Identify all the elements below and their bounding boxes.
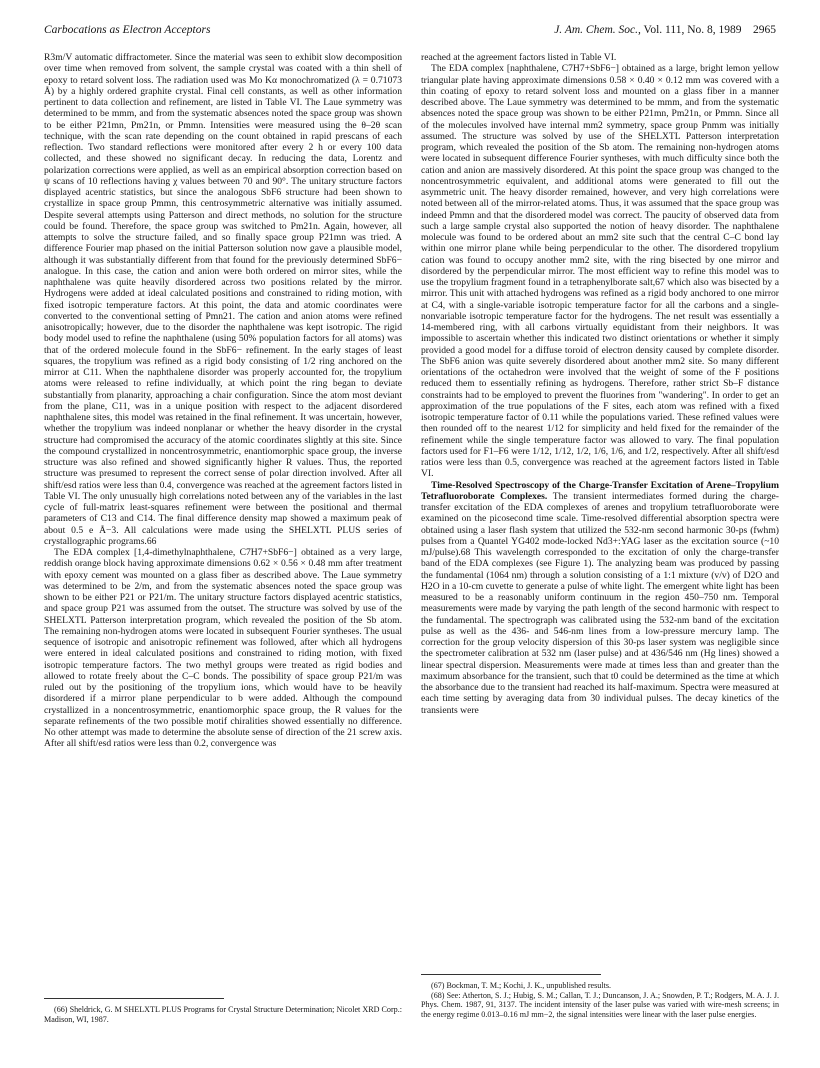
- page-number: 2965: [753, 24, 776, 36]
- right-column: [421, 52, 779, 716]
- footnotes-right: [421, 974, 779, 1019]
- running-title: Carbocations as Electron Acceptors: [44, 24, 211, 36]
- footnotes-left: [44, 998, 402, 1024]
- left-column: [44, 52, 402, 750]
- spectroscopy-body: The transient intermediates formed during the charge-transfer excitation of the EDA complexes of arenes and tropylium tetrafluoroborate were examined on the picosecond time scale. Time-resolved differential absorption spectra were obtained using a laser flash system that utilized the 532-nm second harmonic 30-ps (fwhm) pulses from a Quantel YG402 mode-locked Nd3+:YAG laser as the excitation source (~10 mJ/pulse).68 This wavelength corresponded to the excitation of only the charge-transfer band of the EDA complexes (see Figure 1). The analyzing beam was produced by passing the fundamental (1064 nm) through a solution consisting of a 1:1 mixture (v/v) of D2O and H2O in a 10-cm cuvette to generate a pulse of white light. The emergent white light has been measured to be a reasonably uniform continuum in the region 450–750 nm. Temporal measurements were made by varying the path length of the second harmonic with respect to the fundamental. The spectrograph was calibrated using the 532-nm band of the excitation pulse as well as the 436- and 546-nm lines from a low-pressure mercury lamp. The correction for the group velocity dispersion of this 30-ps laser system was negligible since the spectrometer calibration at 532 nm (laser pulse) and at 436/546 nm (Hg lines) showed a linear spectral dispersion. Measurements were made at times less than and greater than the maximum absorbance for the transient, such that t0 could be determined as the time at which the absorbance due to the transient had reached its half-maximum. Spectra were measured at each time setting by averaging data from 30 individual pulses. The decay kinetics of the transients were: [421, 490, 779, 716]
- footnote-66: (66) Sheldrick, G. M SHELXTL PLUS Programs for Crystal Structure Determination; Nicolet XRD Corp.: Madison, WI, 1987.: [44, 1005, 402, 1024]
- spectroscopy-paragraph: [421, 480, 779, 716]
- crystallography-paragraph-continued: reached at the agreement factors listed in Table VI.: [421, 52, 617, 63]
- footnote-68: (68) See: Atherton, S. J.; Hubig, S. M.; Callan, T. J.; Duncanson, J. A.; Snowden, P. T.; Rodgers, M. A. J. J. Phys. Chem. 1987, 91, 3137. The incident intensity of the laser pulse was varied with wire-mesh screens; in the energy regime 0.013–0.16 mJ mm−2, the signal intensities were linear with the laser pulse energies.: [421, 990, 779, 1019]
- footnote-rule: [421, 974, 601, 975]
- footnote-rule: [44, 998, 224, 999]
- footnote-67: (67) Bockman, T. M.; Kochi, J. K., unpublished results.: [431, 981, 611, 990]
- journal-citation: [554, 24, 776, 36]
- crystallography-paragraph-2: The EDA complex [1,4-dimethylnaphthalene, C7H7+SbF6−] obtained as a very large, reddish orange block having approximate dimensions 0.62 × 0.56 × 0.48 mm after treatment with epoxy cement was mounted on a glass fiber as described above. The Laue symmetry was determined to be 2/m, and from the systematic absences noted the space group was shown to be either P21 or P21/m. The unitary structure factors displayed acentric statistics, and space group P21 was assumed from the outset. The structure was solved by use of the SHELXTL Patterson interpretation program, which revealed the position of the Sb atom. The remaining non-hydrogen atoms were located in subsequent Fourier syntheses. The usual sequence of isotropic and anisotropic refinement was followed, after which all hydrogens were entered in ideal calculated positions and constrained to riding motion, with fixed isotropic temperature factors. The two methyl groups were treated as rigid bodies and allowed to rotate freely about the C–C bonds. The possibility of space group P21/m was ruled out by the positioning of the tropylium ions, which would have to be heavily disordered if a mirror plane perpendicular to b were added. Although the compound crystallized in a noncentrosymmetric, enantiomorphic space group, the R values for the separate refinements of the two possible motif chiralities showed essentially no difference. No other attempt was made to determine the absolute sense of direction of the 21 screw axis. After all shift/esd ratios were less than 0.2, convergence was: [44, 547, 402, 750]
- crystallography-paragraph-3: The EDA complex [naphthalene, C7H7+SbF6−] obtained as a large, bright lemon yellow triangular plate having approximate dimensions 0.58 × 0.40 × 0.12 mm was covered with a thin coating of epoxy to retard solvent loss and mounted on a glass fiber in a manner described above. The Laue symmetry was determined to be mmm, and from the systematic absences noted the space group was shown to be either P21mn, Pm21n, or Pmmn. Since all of the molecules involved have internal mm2 symmetry, space group Pnmm was initially assumed. The structure was solved by use of the SHELXTL Patterson interpretation program, which revealed the position of the Sb atom. The remaining non-hydrogen atoms were located in subsequent difference Fourier syntheses, with much difficulty since both the cation and anion are massively disordered. At this point the space group was changed to the noncentrosymmetric equivalent, and additional atoms were generated to fill out the asymmetric unit. The heavy disorder remained, however, and very high correlations were noted between all of the mirror-related atoms. Thus, it was assumed that the space group was indeed Pmmn and that the disordered model was correct. The paucity of observed data from such a large sample crystal also supported the notion of heavy disorder. The naphthalene molecule was found to be ordered about an mm2 site such that the central C–C bond lay within one mirror plane while being perpendicular to the other. The disordered tropylium cation was found to occupy another mm2 site, with the ring bisected by one mirror and disordered by the perpendicular mirror. The most efficient way to refine this model was to use the tropylium fragment found in a tetraphenylborate salt,67 which also was bisected by a mirror. This unit with attached hydrogens was refined as a rigid body anchored to one mirror at C4, with a single-variable isotropic temperature factor for all the carbons and a single-nonvariable isotropic temperature factor for the hydrogens. The net result was essentially a 14-membered ring, with all carbons virtually equidistant from their neighbors. It was impossible to ascertain whether this indicated two distinct orientations or whether it simply provided a good model for a diffuse toroid of electron density caused by complete disorder. The SbF6 anion was quite severely disordered about another mm2 site. So many different orientations of the octahedron were involved that the weight of some of the F positions reduced them to essentially refining as hydrogens. Therefore, rather strict Sb–F distance constraints had to be employed to prevent the fluorines from "wandering". In order to get an approximation of the true populations of the F sites, each atom was refined with a fixed isotropic temperature factor of 0.11 while the populations varied. These refined values were then rounded off to the nearest 1/12 for simplicity and held fixed for the remainder of the refinement while the single temperature factor was allowed to vary. The final population factors used for F1–F6 were 1/12, 1/12, 1/2, 1/6, 1/6, and 1/2, respectively. After all shift/esd ratios were less than 0.5, convergence was reached at the agreement factors listed in Table VI.: [421, 63, 779, 480]
- volume-info: Vol. 111, No. 8, 1989: [640, 24, 742, 36]
- crystallography-paragraph-1: R3m/V automatic diffractometer. Since the material was seen to exhibit slow decomposition over time when removed from solvent, the sample crystal was coated with a thin shell of epoxy to retard solvent loss. The radiation used was Mo Kα monochromatized (λ = 0.71073 Å) by a highly ordered graphite crystal. Final cell constants, as well as other information pertinent to data collection and refinement, are listed in Table VI. The Laue symmetry was determined to be mmm, and from the systematic absences noted the space group was shown to be either P21mn, Pm21n, or Pmmn. Intensities were measured using the θ–2θ scan technique, with the scan rate depending on the count obtained in rapid prescans of each reflection. Two standard reflections were monitored after every 2 h or every 100 data collected, and these showed no significant decay. In reducing the data, Lorentz and polarization corrections were applied, as well as an empirical absorption correction based on ψ scans of 10 reflections having χ values between 70 and 90°. The unitary structure factors displayed acentric statistics, but since the analogous SbF6 structure had been shown to crystallize in space group Pmmn, this centrosymmetric alternative was initially assumed. Despite several attempts using Patterson and direct methods, no solution for the structure could be found. Therefore, the space group was switched to Pm21n. Again, however, all attempts to solve the structure failed, and so finally space group P21mn was tried. A difference Fourier map phased on the initial Patterson solution now gave a plausible model, although it was substantially different from that found for the previously determined SbF6− analogue. In this case, the cation and anion were both ordered on mirror sites, while the naphthalene was quite heavily disordered across two positions related by the mirror. Hydrogens were added at ideal calculated positions and constrained to riding motion, with fixed isotropic temperature factors. At this point, the data and atomic coordinates were converted to the conventional setting of Pmn21. The cation and anion atoms were refined anisotropically; however, due to the disorder the naphthalene was kept isotropic. The rigid body model used to refine the naphthalene (using 50% population factors for all atoms) was that of the ordered molecule found in the SbF6− refinement. In the early stages of least squares, the tropylium was refined as a rigid body consisting of 1/2 ring anchored on the mirror at C11. When the naphthalene disorder was properly accounted for, the tropylium atoms were released to refine individually, at which point the ring began to deviate substantially from planarity, approaching a chair configuration. Since the atom most deviant from the plane, C11, was in a unique position with respect to the adjacent disordered naphthalene sites, this model was retained in the final refinement. It was uncertain, however, whether the tropylium was indeed nonplanar or whether the heavy disorder in the crystal structure had compromised the accuracy of the atomic coordinates slightly at this site. Since the compound crystallized in noncentrosymmetric, enantiomorphic space group, the inverse structure was also refined and showed significantly higher R values. Thus, the reported structure was presumed to represent the correct sense of polar direction involved. After all shift/esd ratios were less than 0.4, convergence was reached at the agreement factors listed in Table VI. The only unusually high correlations noted between any of the variables in the last cycle of full-matrix least-squares refinement were between the positional and thermal parameters of C13 and C14. The final difference density map showed a maximum peak of about 0.5 e Å−3. All calculations were made using the SHELXTL PLUS series of crystallographic programs.66: [44, 52, 402, 547]
- running-header: [44, 24, 776, 40]
- journal-name: J. Am. Chem. Soc.,: [554, 24, 641, 36]
- section-heading: Time-Resolved Spectroscopy of the Charge-Transfer Excitation of Arene–Tropylium Tetrafluoroborate Complexes.: [421, 479, 779, 502]
